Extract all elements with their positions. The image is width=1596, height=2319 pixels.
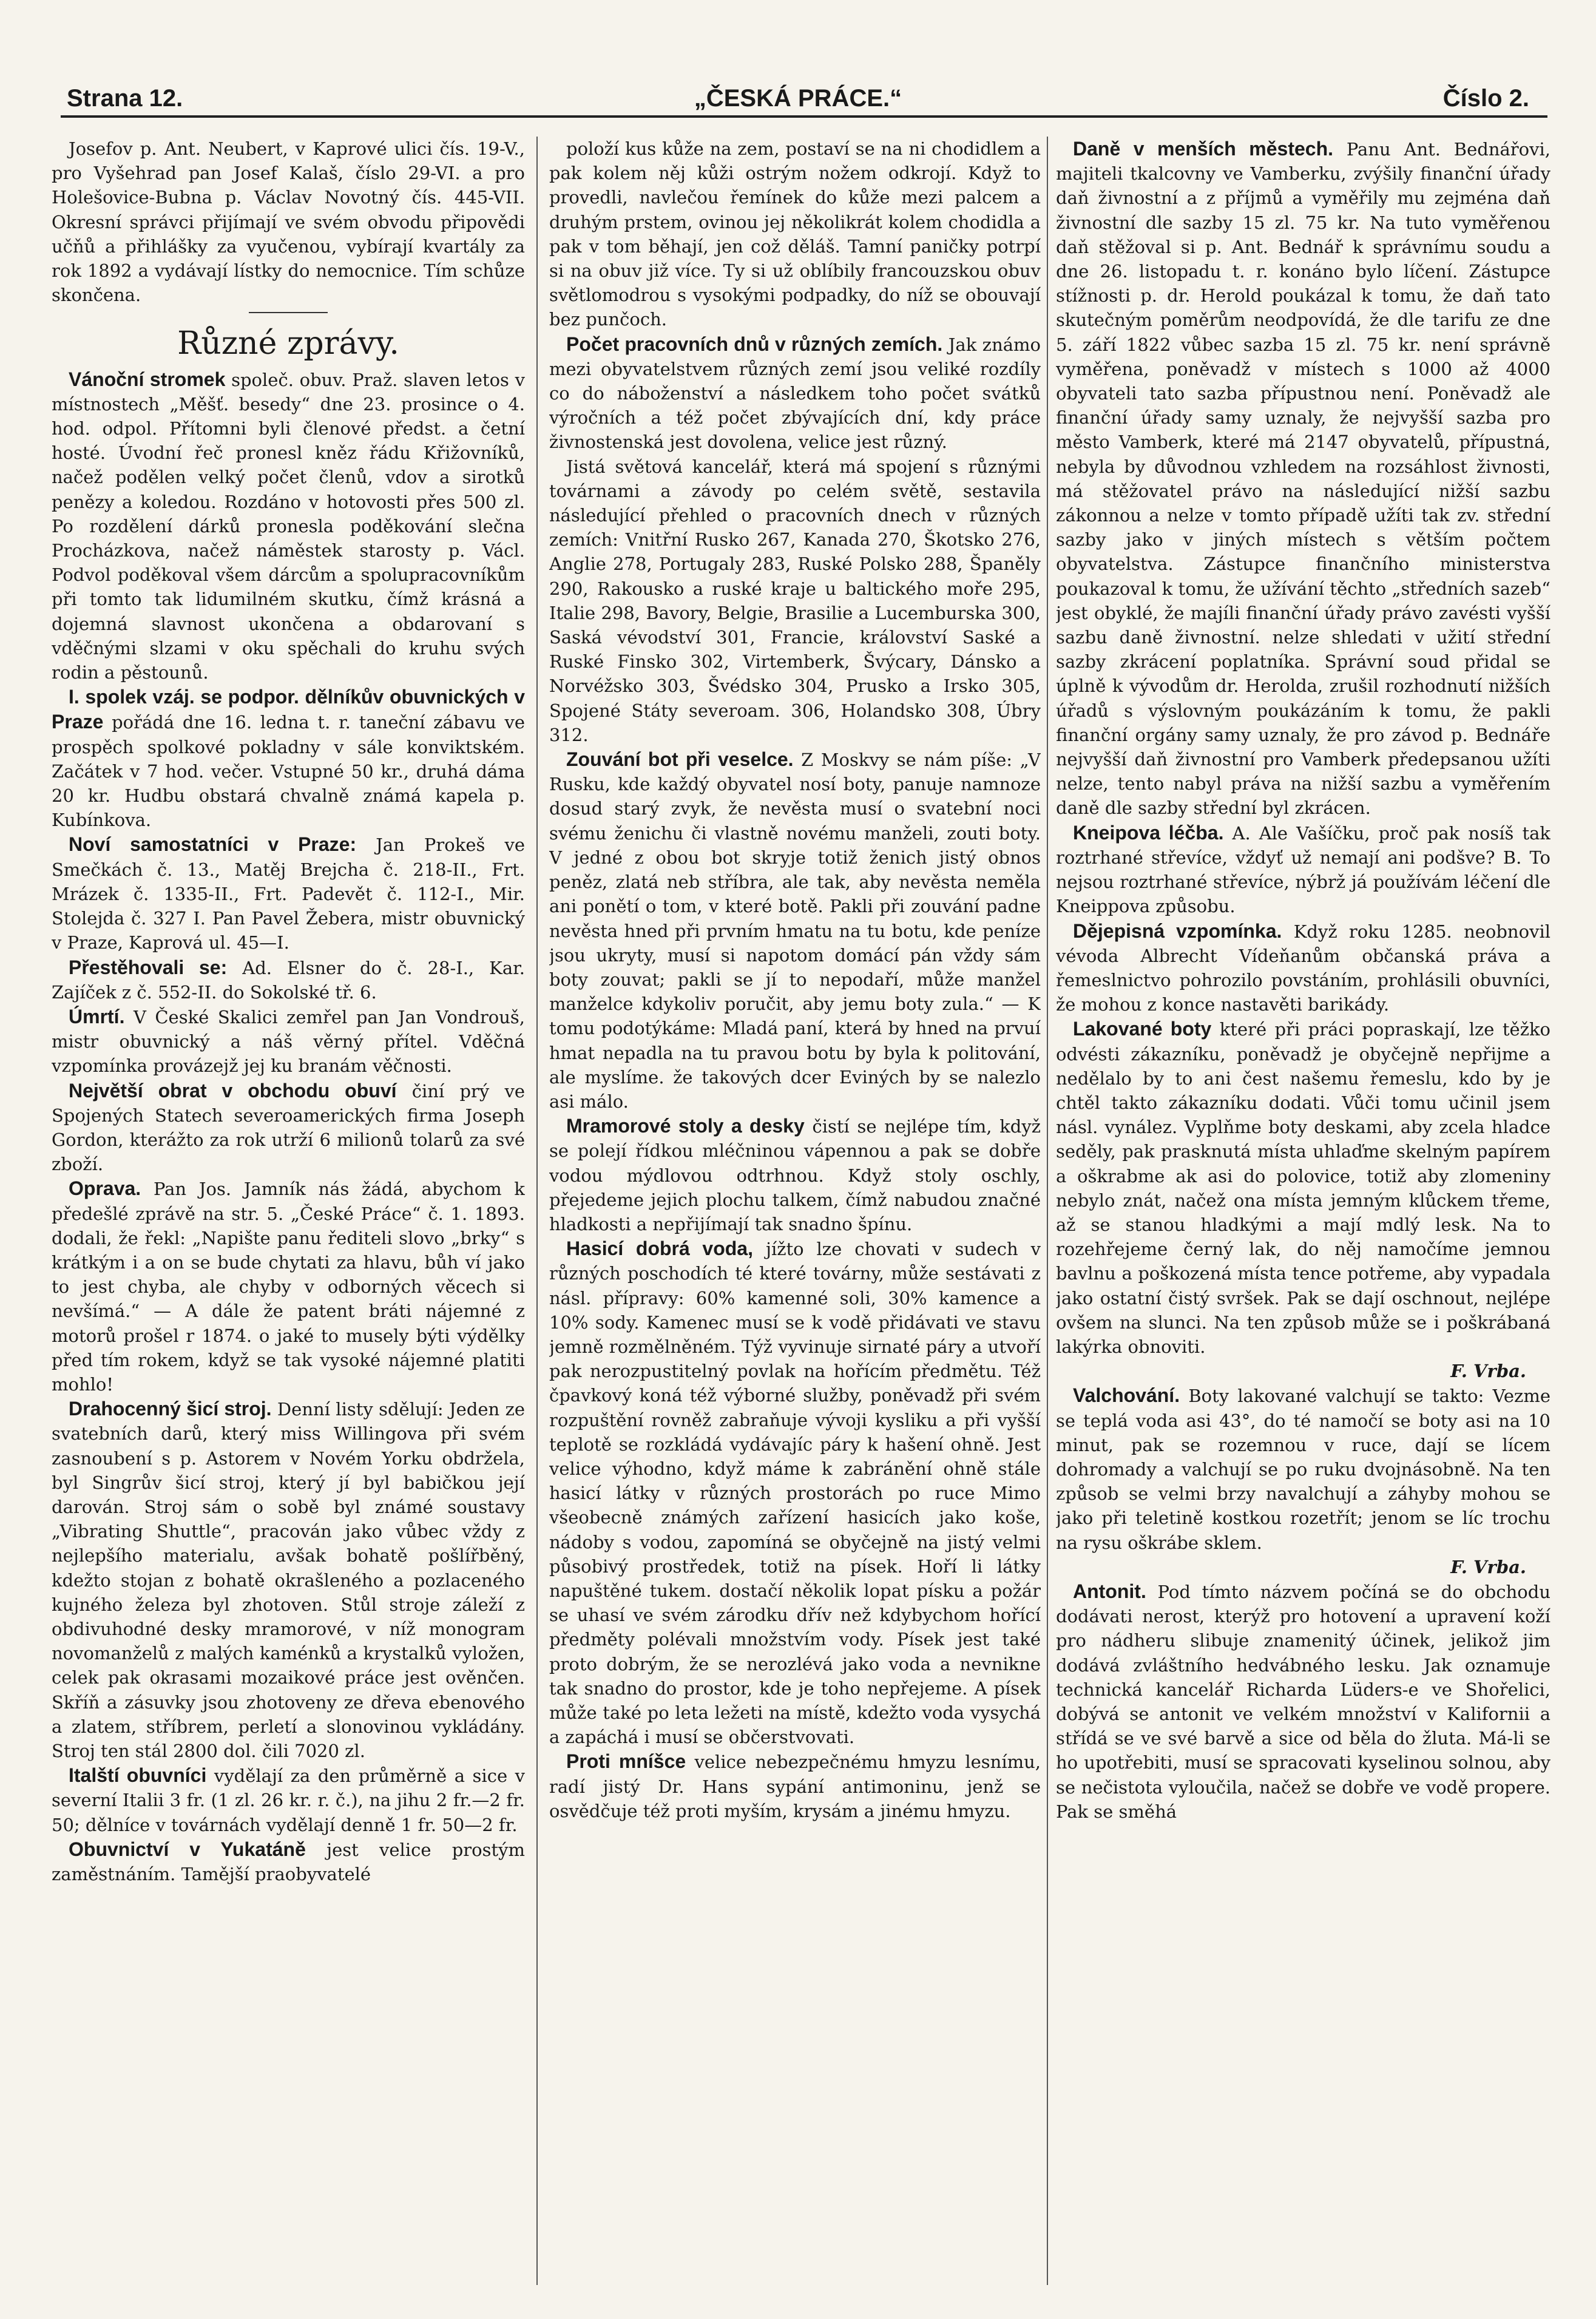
page-number: Strana 12. bbox=[67, 85, 183, 112]
article-text: velice nebezpečnému hmyzu lesnímu, radí jistý Dr. Hans sypání antimoninu, jenž se osvědčuje též proti myším, krysám a jinému hmyzu. bbox=[549, 1752, 1041, 1821]
paragraph: Jistá světová kancelář, která má spojení s různými továrnami a závody po celém světě, sestavila následující přehled o pracovních dnech v různých zemích: Vnitřní Rusko 267, Kanada 270, Škotsko 276, Anglie 278, Portugaly 283, Ruské Polsko 288, Španěly 290, Rakousko a ruské kraje u baltického moře 295, Italie 298, Bavory, Belgie, Brasilie a Lucemburska 300, Saská vévodství 301, Francie, království Saské a Ruské Finsko 302, Virtemberk, Švýcary, Dánsko a Norvéžsko 303, Švédsko 304, Prusko a Irsko 305, Spojené Státy severoam. 306, Holandsko 308, Úbry 312. bbox=[549, 456, 1041, 745]
column-3 bbox=[1056, 137, 1550, 2297]
article-heading: Antonit. bbox=[1073, 1580, 1146, 1602]
signature: F. Vrba. bbox=[1450, 1556, 1526, 1577]
article bbox=[52, 685, 525, 832]
article-text: čistí se nejlépe tím, když se polejí řídkou mléčninou vápennou a pak se dobře vodou mýdlovou odtrhnou. Když stoly oschly, přejedeme jejich plochu talkem, čímž nabudou značné hladkosti a nepřijímají tak snadno špínu. bbox=[549, 1116, 1041, 1234]
article bbox=[549, 747, 1041, 1114]
article bbox=[52, 1396, 525, 1763]
article-heading: Oprava. bbox=[69, 1177, 141, 1200]
article bbox=[1056, 1383, 1550, 1554]
article-text: Ad. Elsner do č. 28-I., Kar. Zajíček z č. 552-II. do Sokolské tř. 6. bbox=[52, 957, 525, 1003]
article-text: Pan Jos. Jamník nás žádá, abychom k předešlé zprávě na str. 5. „České Práce“ č. 1. 1893. dodali, že řekl: „Napište panu řediteli slovo „brky“ s krátkým i a on se bude chytati za hlavu, bůh ví jako to jest chyba, ale chyby v odborných věcech si nevšímá.“ — A dále že patent bráti nájemné z motorů prošel r 1874. o jaké to musely býti výdělky před tím rokem, když se tak vysoké nájemné platiti mohlo! bbox=[52, 1179, 525, 1395]
article-text: Panu Ant. Bednářovi, majiteli tkalcovny ve Vamberku, zvýšily finanční úřady daň živnostní a z příjmů a vyměřily mu zejména daň živnostní dle sazby 15 zl. 75 kr. Na tuto vyměřenou daň stěžoval si p. Ant. Bednář k správnímu soudu a dne 26. listopadu t. r. konáno bylo líčení. Zástupce stížnosti p. dr. Herold poukázal k tomu, že daň tato skutečným poměrům neodpovídá, že dle tarifu ze dne 5. září 1822 vůbec sazba 15 zl. 75 kr. není správně vyměřena, poněvadž v místech s 1000 až 4000 obyvateli tato sazba přípustnou není. Poněvadž ale finanční úřady samy uznaly, že nejvyšší sazba pro město Vamberk, které má 2147 obyvatelů, přípustná, nebyla by důvodnou vzhledem na rozsáhlost živnosti, má stěžovatel právo na následující nižší sazbu zákonnou a nelze v tomto případě užíti tak zv. střední sazby jako v jiných místech s větším počtem obyvatelstva. Zástupce finančního ministerstva poukazoval k tomu, že užívání těchto „středních sazeb“ jest obyklé, že majíli finanční úřady právo zavésti vyšší sazbu daně živnostní. nelze shledati v užití střední sazby zkrácení poplatníka. Správní soud přidal se úplně k vývodům dr. Herolda, zrušil rozhodnutí nižších úřadů s výslovným poukázáním k tomu, že pakli finanční orgány samy uznaly, že pro závod p. Bednáře nejvyšší daň živnostní pro Vamberk předepsanou užíti nelze, tento nabyl práva na nižší sazbu a vyměřením daně dle sazby střední byl zkrácen. bbox=[1056, 139, 1550, 819]
article-text: činí prý ve Spojených Statech severoamerických firma Joseph Gordon, kterážto za rok utrží 6 milionů tolarů za své zboží. bbox=[52, 1080, 525, 1175]
article-heading: Valchování. bbox=[1073, 1384, 1180, 1407]
article-heading: Noví samostatníci v Praze: bbox=[69, 833, 357, 856]
issue-number: Číslo 2. bbox=[1442, 85, 1529, 112]
article-text: vydělají za den průměrně a sice v severní Italii 3 fr. (1 zl. 26 kr. r. č.), na jihu 2 fr.—2 fr. 50; dělníce v továrnách vydělají denně 1 fr. 50—2 fr. bbox=[52, 1765, 525, 1835]
article-heading: Dějepisná vzpomínka. bbox=[1073, 919, 1282, 942]
article bbox=[549, 1236, 1041, 1749]
article-text: Jan Prokeš ve Smečkách č. 13., Matěj Brejcha č. 218-II., Frt. Mrázek č. 1335-II., Frt. Padevět č. 112-I., Mir. Stolejda č. 327 I. Pan Pavel Žebera, mistr obuvnický v Praze, Kaprová ul. 45—I. bbox=[52, 835, 525, 953]
article-heading: Lakované boty bbox=[1073, 1018, 1212, 1040]
article-heading: Vánoční stromek bbox=[69, 368, 226, 390]
article-text: Boty lakované valchují se takto: Vezme se teplá voda asi 43°, do té namočí se boty asi na 10 minut, pak se rozemnou v ruce, dají se lícem dohromady a valchují se po ruku dvojnásobně. Na ten způsob se velmi brzy navalchují a záhyby mohou se jako při teletině kostkou rozetřít; jenom se líc trochu na rysu oškrábe sklem. bbox=[1056, 1386, 1550, 1553]
article-heading: I. spolek vzáj. se podpor. dělníkův obuvnických v Praze bbox=[52, 686, 525, 733]
separator bbox=[249, 312, 328, 313]
article-heading: Italští obuvníci bbox=[69, 1764, 207, 1787]
article-text: Denní listy sdělují: Jeden ze svatebních darů, který miss Willingova při svém zasnoubení s p. Astorem v Novém Yorku obdržela, byl Singrův šicí stroj, který jí byl babičkou její darován. Stroj sám o sobě byl známé soustavy „Vibrating Shuttle“, pracován jako vůbec vždy z nejlepšího materialu, avšak bohatě pošlířběný, kdežto stojan z bohatě okrašleného a pozlaceného kujného železa byl zhotoven. Stůl stroje záleží z obdivuhodné desky mramorové, v níž monogram novomanželů z malých kaménků a krystalků vyložen, celek pak okrasami mozaikové práce jest ověnčen. Skříň a zásuvky jsou zhotoveny ze dřeva ebenového a zlatem, stříbrem, perletí a slonovinou vykládány. Stroj ten stál 2800 dol. čili 7020 zl. bbox=[52, 1399, 525, 1761]
column-divider bbox=[1047, 137, 1048, 2285]
article-heading: Zouvání bot při veselce. bbox=[566, 748, 794, 771]
article-heading: Úmrtí. bbox=[69, 1005, 125, 1027]
article-text: Z Moskvy se nám píše: „V Rusku, kde každý obyvatel nosí boty, panuje namnoze dosud starý zvyk, že nevěsta musí o svatební noci svému ženichu či vlastně novému manželi, zouti boty. V jedné z obou bot skryje totiž ženich jistý obnos peněz, zlatá neb stříbra, ale tak, aby nevěsta neměla ani ponětí o tom, v které botě. Pakli při zouvání padne nevěsta hned při prvním hmatu na tu botu, kde peníze jsou ukryty, musí si napotom domácí pán vždy sám boty zouvat; pakli se jí to nepodaří, může manžel manželce kdykoliv poručit, aby jemu boty zula.“ — K tomu podotýkáme: Mladá paní, která by hned na prvuí hmat nepadla na tu pravou botu by byla k politování, ale myslíme. že takových dcer Eviných by se nalezlo asi málo. bbox=[549, 750, 1041, 1112]
article-heading: Daně v menších městech. bbox=[1073, 138, 1334, 160]
article bbox=[52, 1004, 525, 1078]
article-text: jest velice prostým zaměstnáním. Tamější praobyvatelé bbox=[52, 1839, 525, 1885]
signature: F. Vrba. bbox=[1450, 1361, 1526, 1382]
article-text: Pod tímto názvem počíná se do obchodu dodávati nerost, kterýž pro hotovení a upravení koží pro nádheru slibuje znamenitý účinek, jelikož jim dodává zvláštního hedvábného lesku. Jak oznamuje technická kancelář Richarda Lüders-e ve Shořelici, dobývá se antonit ve velkém množství v Kalifornii a střídá se ve své barvě a sice od běla do žluta. Má-li se ho upotřebiti, musí se spracovati kyselinou solnou, aby se nečistota vyloučila, načež se dobře ve vodě propere. Pak se směhá bbox=[1056, 1581, 1550, 1822]
article bbox=[52, 1176, 525, 1396]
article bbox=[52, 1078, 525, 1177]
article-heading: Počet pracovních dnů v různých zemích. bbox=[566, 333, 943, 355]
article bbox=[1056, 1017, 1550, 1359]
article-text: společ. obuv. Praž. slaven letos v místnostech „Měšť. besedy“ dne 23. prosince o 4. hod. odpol. Přítomni byli členové předst. a četní hosté. Úvodní řeč pronesl kněz řádu Křižovníků, načež podělen velký počet členů, vdov a sirotků penězy a koledou. Rozdáno v hotovosti přes 500 zl. Po rozdělení dárků pronesla poděkování slečna Procházkova, načež náměstek starosty p. Václ. Podvol poděkoval všem dárcům a spolupracovníkům při tomto tak lidumilném skutku, čímž krásná a dojemná slavnost ukončena a obdarovaní s vděčnými slzami v oku spěchali do kruhu svých rodin a pěstounů. bbox=[52, 369, 525, 683]
article-heading: Hasicí dobrá voda, bbox=[566, 1237, 753, 1260]
article-text: Když roku 1285. neobnovil vévoda Albrecht Vídeňanům občanská práva a řemeslnictvo pohrozilo povstáním, prohlásili obuvníci, že mohou z konce nastavěti barikády. bbox=[1056, 921, 1550, 1015]
paragraph: Josefov p. Ant. Neubert, v Kaprové ulici čís. 19-V., pro Vyšehrad pan Josef Kalaš, číslo 29-VI. a pro Holešovice-Bubna p. Václav Novotný čís. 445-VII. Okresní správci přijímají ve svém obvodu připovědi učňů a přihlášky za vyučenou, vybírají kvartály za rok 1892 a vydávají lístky do nemocnice. Tím schůze skončena. bbox=[52, 138, 525, 306]
article-heading: Mramorové stoly a desky bbox=[566, 1115, 805, 1137]
column-2 bbox=[549, 137, 1041, 2297]
article bbox=[549, 1114, 1041, 1236]
article bbox=[52, 832, 525, 955]
paragraph: položí kus kůže na zem, postaví se na ni chodidlem a pak kolem něj kůži ostrým nožem odkrojí. Když to provedli, navlečou řemínek do kůže mezi palcem a druhým prstem, ovinou jej několikrát kolem chodidla a pak v tom běhají, jen což děláš. Tamní paničky potrpí si na obuv již více. Ty si už oblíbily francouzskou obuv světlomodrou s vysokými podpadky, do níž se obouvají bez punčoch. bbox=[549, 138, 1041, 330]
article bbox=[1056, 919, 1550, 1017]
article-text: A. Ale Vašíčku, proč pak nosíš tak roztrhané střevíce, vždyť už nemají ani podšve? B. To nejsou roztrhané střevíce, nýbrž já používám léčení dle Kneippova způsobu. bbox=[1056, 822, 1550, 917]
article bbox=[549, 332, 1041, 455]
article-heading: Obuvnictví v Yukatáně bbox=[69, 1838, 306, 1860]
column-divider bbox=[536, 137, 538, 2285]
section-title: Různé zprávy. bbox=[177, 325, 399, 362]
article-heading: Drahocenný šicí stroj. bbox=[69, 1398, 272, 1420]
article bbox=[52, 1837, 525, 1886]
column-1 bbox=[52, 137, 525, 2297]
article-heading: Proti mníšce bbox=[566, 1750, 686, 1773]
article-text: pořádá dne 16. ledna t. r. taneční zábavu ve prospěch spolkové pokladny v sále konviktském. Začátek v 7 hod. večer. Vstupné 50 kr., druhá dáma 20 kr. Hudbu obstará chvalně známá kapela p. Kubínkova. bbox=[52, 712, 525, 831]
article bbox=[1056, 137, 1550, 821]
article bbox=[52, 367, 525, 685]
article bbox=[52, 955, 525, 1004]
article bbox=[1056, 821, 1550, 919]
article-heading: Přestěhovali se: bbox=[69, 956, 228, 978]
article-heading: Kneipova léčba. bbox=[1073, 821, 1224, 844]
page-header bbox=[67, 73, 1529, 121]
article-text: které při práci popraskají, lze těžko odvésti zákazníku, poněvadž je obyčejně nepřijme a nedělalo by to ani čest našemu řemeslu, kdo by je chtěl takto zákazníku dodati. Vůči tomu učinil jsem násl. vynález. Vyplňme boty deskami, aby zcela hladce seděly, pak prasknutá místa uhlaďme skelným papírem a oškrabme ak asi do polovice, totiž aby zlomeniny nebylo znát, načež ona místa jemným klůckem třeme, až se stanou hladkými a mají mdlý lesk. Na to rozehřejeme černý lak, do něj namočíme jemnou bavlnu a poškozená místa tence potřeme, aby vypadala jako ostatní čistý svršek. Pak se dají oschnout, nejlépe ovšem na slunci. Na ten způsob může se i poškrábaná lakýrka obnoviti. bbox=[1056, 1019, 1550, 1357]
masthead-title: „ČESKÁ PRÁCE.“ bbox=[694, 85, 902, 112]
article bbox=[52, 1763, 525, 1837]
article bbox=[549, 1749, 1041, 1823]
article-text: V České Skalici zemřel pan Jan Vondrouš, mistr obuvnický a náš věrný přítel. Vděčná vzpomínka provázejž jej ku branám věčnosti. bbox=[52, 1006, 525, 1077]
header-rule bbox=[61, 115, 1547, 118]
article bbox=[1056, 1579, 1550, 1824]
article-text: Jak známo mezi obyvatelstvem různých zemí jsou veliké rozdíly co do náboženství a následkem toho počet svátků výročních a též počet zbývajících dní, kdy práce živnostenská jest dovolena, velice jest různý. bbox=[549, 334, 1041, 453]
article-heading: Největší obrat v obchodu obuví bbox=[69, 1079, 397, 1102]
article-text: jížto lze chovati v sudech v různých poschodích té které továrny, může sestávati z násl. přípravy: 60% kamenné soli, 30% kamence a 10% sody. Kamenec musí se k vodě přidávati ve stavu jemně rozmělněném. Týž vyvinuje sirnaté páry a utvoří pak nerozpustitelný povlak na hořícím předmětu. Též čpavkový koná též výborné služby, poněvadž při svém rozpuštění rovněž zabraňuje vývoji kysliku a při vyšší teplotě se rozkládá vydávajíc páry k hašení ohně. Jest velice výhodno, když máme k zabránění ohně stále hasicí látky v různých prostorách po ruce Mimo všeobecně známých zařízení hasicích jako koše, nádoby s vodou, zapomíná se obyčejně na jistý velmi působivý prostředek, totiž na písek. Hoří li látky napuštěné tukem. dostačí několik lopat písku a požár se uhasí ve svém zárodku dřív než kdybychom hořící předměty polévali množstvím vody. Písek jest také proto dobrým, že se nerozlévá jako voda a nevnikne tak snadno do prostor, kde je toho nepřejeme. A písek může také po leta ležeti na místě, kdežto voda vysychá a zapáchá i musí se občerstvovati. bbox=[549, 1239, 1041, 1748]
